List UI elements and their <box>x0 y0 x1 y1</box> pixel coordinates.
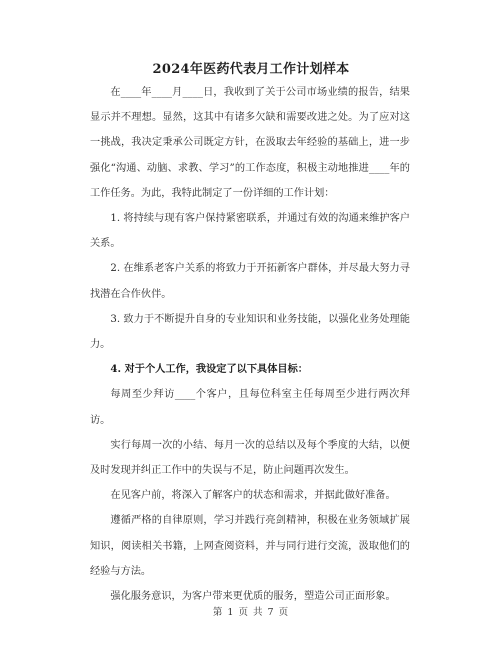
goal-self-discipline: 遵循严格的自律原则，学习并践行亮剑精神，积极在业务领域扩展知识，阅读相关书籍，上网查阅资料，并与同行进行交流，汲取他们的经验与方法。 <box>90 515 410 577</box>
page-footer: 第 1 页 共 7 页 <box>212 607 290 618</box>
goal-summaries: 实行每周一次的小结、每月一次的总结以及每个季度的大结，以便及时发现并纠正工作中的失误与不足，防止问题再次发生。 <box>90 439 410 477</box>
document-title: 2024年医药代表月工作计划样本 <box>152 62 350 77</box>
intro-paragraph: 在____年____月____日，我收到了关于公司市场业绩的报告，结果显示并不理想。显然，这其中有诸多欠缺和需要改进之处。为了应对这一挑战，我决定秉承公司既定方针，在汲取去年经验的基础上，进一步强化“沟通、动脑、求教、学习”的工作态度，积极主动地推进____年的工作任务。为此，我特此制定了一份详细的工作计划： <box>90 87 410 199</box>
goal-weekly-visits: 每周至少拜访____个客户，且每位科室主任每周至少进行两次拜访。 <box>90 389 410 426</box>
plan-item-4-heading: 4. 对于个人工作，我设定了以下具体目标： <box>110 363 308 376</box>
plan-item-2: 2. 在维系老客户关系的将致力于开拓新客户群体，并尽最大努力寻找潜在合作伙伴。 <box>90 263 410 300</box>
goal-service-awareness: 强化服务意识，为客户带来更优质的服务，塑造公司正面形象。 <box>110 591 396 603</box>
document-body <box>90 80 410 609</box>
plan-item-3: 3. 致力于不断提升自身的专业知识和业务技能，以强化业务处理能力。 <box>90 313 410 351</box>
goal-client-preparation: 在见客户前，将深入了解客户的状态和需求，并据此做好准备。 <box>110 490 396 502</box>
plan-item-1: 1. 将持续与现有客户保持紧密联系，并通过有效的沟通来维护客户关系。 <box>90 213 410 250</box>
